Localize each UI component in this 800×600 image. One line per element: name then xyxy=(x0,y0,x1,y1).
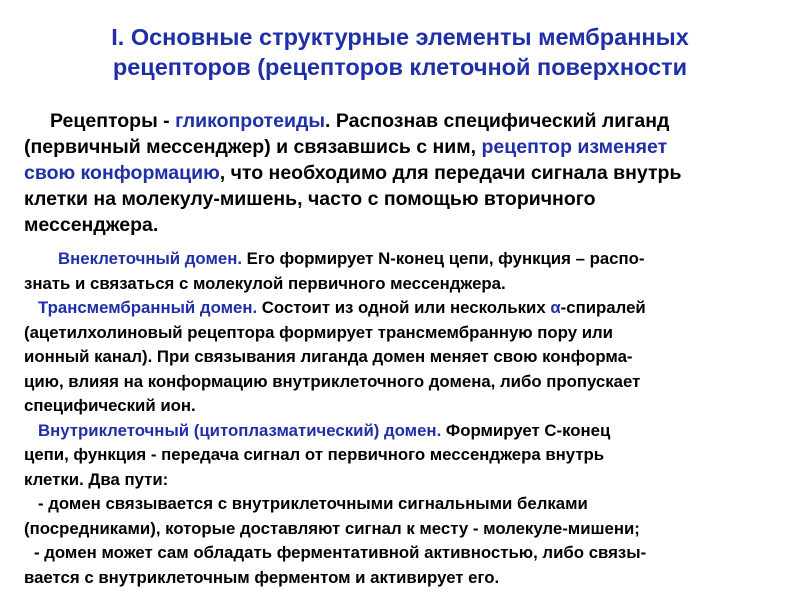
intracellular-domain-paragraph xyxy=(24,419,784,591)
extracellular-text: Его формирует N-конец цепи, функция – распо- xyxy=(242,249,645,268)
domains-section xyxy=(24,247,784,590)
transmembrane-line-5: специфический ион. xyxy=(24,396,196,415)
intro-line-1 xyxy=(24,108,784,134)
extracellular-line-1 xyxy=(24,247,784,272)
extracellular-domain-paragraph xyxy=(24,247,784,296)
intro-highlight-conformation: свою конформацию xyxy=(24,162,220,184)
extracellular-line-2: знать и связаться с молекулой первичного мессенджера. xyxy=(24,273,506,293)
intracellular-line-3: клетки. Два пути: xyxy=(24,469,169,489)
intro-text: , что необходимо для передачи сигнала внутрь xyxy=(219,162,682,184)
intro-line-3 xyxy=(24,160,784,186)
intro-highlight-receptor-changes: рецептор изменяет xyxy=(481,136,668,158)
intro-line-2 xyxy=(24,134,784,160)
slide-title-line-2: рецепторов (рецепторов клеточной поверхности xyxy=(112,54,688,80)
intro-highlight-glycoproteins: гликопротеиды xyxy=(175,110,326,132)
pathway-2-line-2: вается с внутриклеточным ферментом и активирует его. xyxy=(24,567,500,587)
slide-title xyxy=(0,22,800,82)
alpha-symbol: α xyxy=(550,298,561,317)
transmembrane-line-4: цию, влияя на конформацию внутриклеточного домена, либо пропускает xyxy=(24,371,641,391)
pathway-2-line-1: - домен может сам обладать ферментативной активностью, либо связы- xyxy=(34,543,647,562)
transmembrane-line-2: (ацетилхолиновый рецептора формирует трансмембранную пору или xyxy=(24,322,613,342)
intro-paragraph xyxy=(24,108,784,238)
intracellular-line-1 xyxy=(24,419,784,444)
intro-line-4: клетки на молекулу-мишень, часто с помощью вторичного xyxy=(24,188,596,210)
slide-title-line-1: I. Основные структурные элементы мембранных xyxy=(111,24,689,50)
intracellular-domain-heading: Внутриклеточный (цитоплазматический) домен. xyxy=(38,420,442,440)
transmembrane-domain-heading: Трансмембранный домен. xyxy=(38,298,258,317)
transmembrane-line-3: ионный канал). При связывания лиганда домен меняет свою конформа- xyxy=(24,347,633,366)
intracellular-text: Формирует С-конец xyxy=(441,420,611,440)
transmembrane-text: Состоит из одной или нескольких xyxy=(257,298,551,317)
intro-text: . Распознав специфический лиганд xyxy=(325,110,670,132)
intro-text: Рецепторы - xyxy=(50,110,176,132)
pathway-1-line-2: (посредниками), которые доставляют сигнал к месту - молекуле-мишени; xyxy=(24,518,640,538)
pathway-1-line-1: - домен связывается с внутриклеточными сигнальными белками xyxy=(38,494,588,513)
intro-line-5: мессенджера. xyxy=(24,214,159,236)
extracellular-domain-heading: Внеклеточный домен. xyxy=(58,249,242,268)
transmembrane-text: -спиралей xyxy=(560,298,646,317)
transmembrane-domain-paragraph xyxy=(24,296,784,419)
intro-text: (первичный мессенджер) и связавшись с ним, xyxy=(24,136,482,158)
transmembrane-line-1 xyxy=(24,296,784,321)
intracellular-line-2: цепи, функция - передача сигнал от первичного мессенджера внутрь xyxy=(24,445,605,464)
